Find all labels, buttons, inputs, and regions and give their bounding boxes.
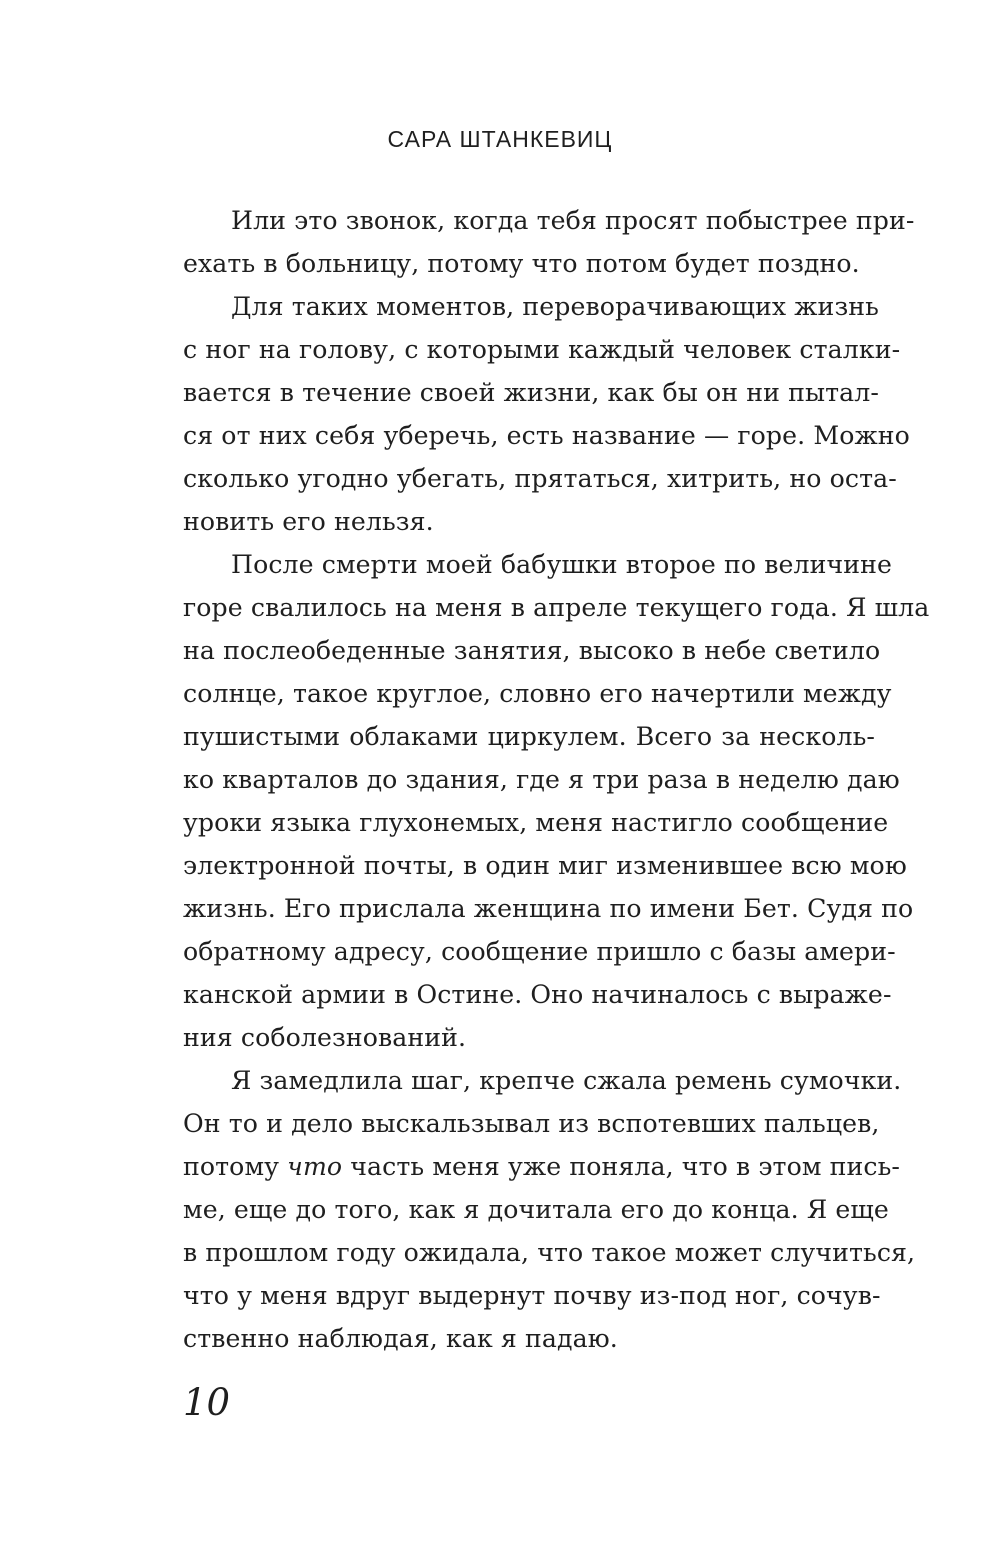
page-number: 10 — [183, 1381, 231, 1424]
paragraph — [183, 199, 915, 285]
text-line: уроки языка глухонемых, меня настигло сообщение — [183, 808, 889, 837]
paragraph — [183, 285, 910, 543]
text-line: Я замедлила шаг, крепче сжала ремень сумочки. — [231, 1066, 902, 1095]
text-line: вается в течение своей жизни, как бы он ни пытал- — [183, 378, 880, 407]
text-line: что у меня вдруг выдернут почву из-под ног, сочув- — [183, 1281, 881, 1310]
text-line: на послеобеденные занятия, высоко в небе светило — [183, 636, 881, 665]
text-line: с ног на голову, с которыми каждый человек сталки- — [183, 335, 901, 364]
text-line: солнце, такое круглое, словно его начертили между — [183, 679, 892, 708]
text-line: ся от них себя уберечь, есть название — горе. Можно — [183, 421, 910, 450]
paragraph — [183, 543, 930, 1059]
text-line: канской армии в Остине. Оно начиналось с выраже- — [183, 980, 892, 1009]
text-line: обратному адресу, сообщение пришло с базы амери- — [183, 937, 896, 966]
text-line: новить его нельзя. — [183, 507, 434, 536]
text-line: После смерти моей бабушки второе по величине — [231, 550, 893, 579]
text-line: Или это звонок, когда тебя просят побыстрее при- — [231, 206, 915, 235]
text-line: в прошлом году ожидала, что такое может случиться, — [183, 1238, 916, 1267]
body-text — [183, 199, 930, 1360]
text-line: ме, еще до того, как я дочитала его до конца. Я еще — [183, 1195, 889, 1224]
text-line: жизнь. Его прислала женщина по имени Бет. Судя по — [183, 894, 914, 923]
paragraph — [183, 1059, 916, 1360]
text-line: Для таких моментов, переворачивающих жизнь — [231, 292, 879, 321]
text-line: потому что часть меня уже поняла, что в этом пись- — [183, 1152, 901, 1181]
text-line: пушистыми облаками циркулем. Всего за несколь- — [183, 722, 875, 751]
italic-emphasis: что — [287, 1152, 343, 1181]
text-line: электронной почты, в один миг изменившее всю мою — [183, 851, 907, 880]
text-line: сколько угодно убегать, прятаться, хитрить, но оста- — [183, 464, 897, 493]
text-line: ния соболезнований. — [183, 1023, 467, 1052]
text-line: ственно наблюдая, как я падаю. — [183, 1324, 618, 1353]
text-line: ехать в больницу, потому что потом будет поздно. — [183, 249, 860, 278]
text-line: горе свалилось на меня в апреле текущего года. Я шла — [183, 593, 930, 622]
running-header: САРА ШТАНКЕВИЦ — [387, 126, 613, 152]
text-line: ко кварталов до здания, где я три раза в неделю даю — [183, 765, 900, 794]
text-line: Он то и дело выскальзывал из вспотевших пальцев, — [183, 1109, 880, 1138]
